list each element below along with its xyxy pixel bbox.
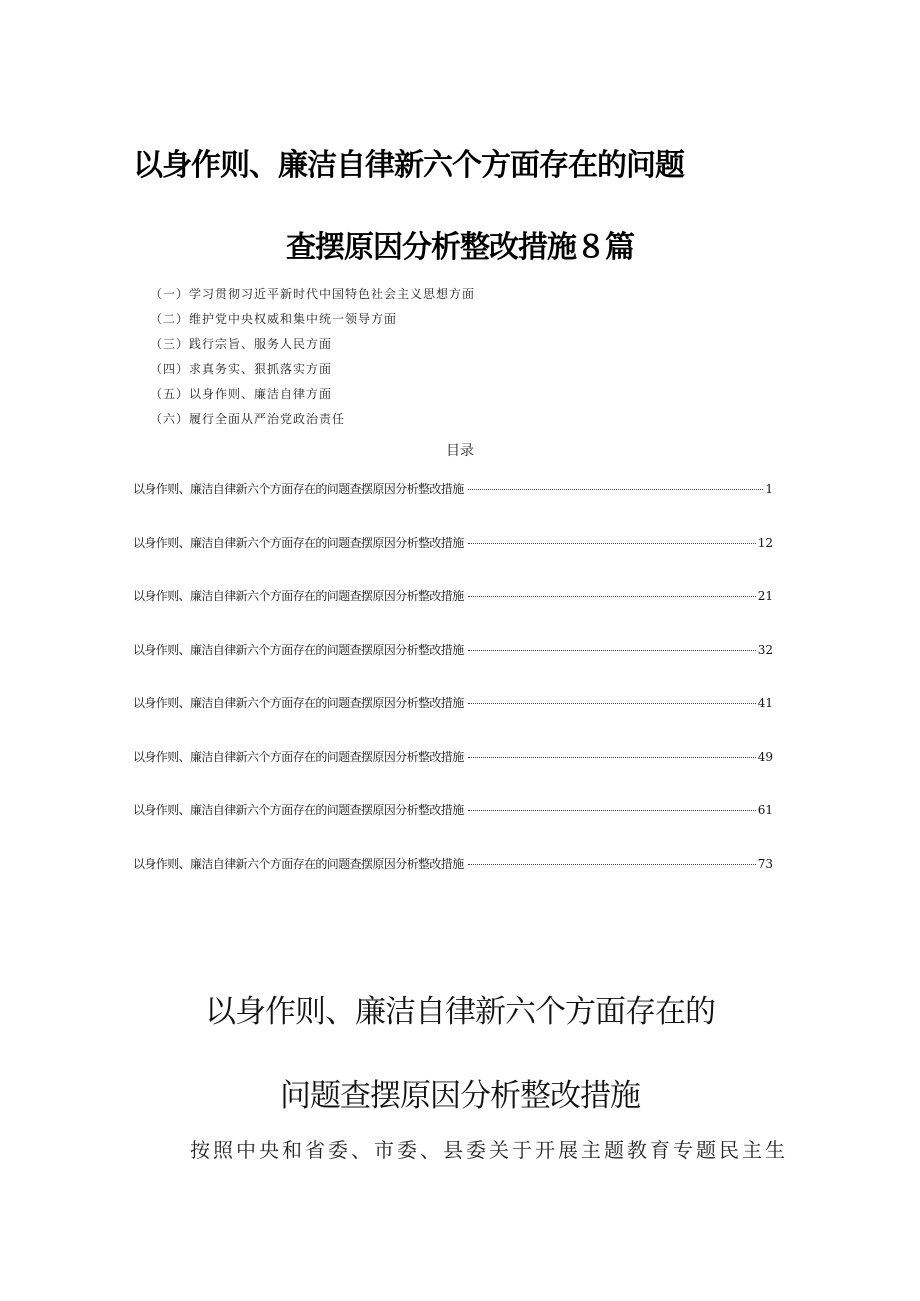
toc-entry-title: 以身作则、廉洁自律新六个方面存在的问题查摆原因分析整改措施 bbox=[133, 749, 464, 764]
toc-dot-leader bbox=[468, 864, 756, 865]
aspect-item: （三）践行宗旨、服务人民方面 bbox=[150, 337, 333, 351]
document-title-line-1: 以身作则、廉洁自律新六个方面存在的问题 bbox=[133, 148, 684, 183]
toc-entry[interactable] bbox=[133, 694, 773, 748]
aspect-list bbox=[150, 286, 475, 436]
toc-page-number: 1 bbox=[765, 482, 773, 496]
toc-entry[interactable] bbox=[133, 748, 773, 802]
table-of-contents bbox=[133, 480, 773, 908]
aspect-item: （四）求真务实、狠抓落实方面 bbox=[150, 362, 333, 376]
toc-heading: 目录 bbox=[446, 443, 474, 459]
toc-page-number: 41 bbox=[757, 696, 773, 710]
toc-dot-leader bbox=[468, 703, 756, 704]
toc-entry[interactable] bbox=[133, 855, 773, 909]
toc-entry-title: 以身作则、廉洁自律新六个方面存在的问题查摆原因分析整改措施 bbox=[133, 535, 464, 550]
toc-dot-leader bbox=[468, 757, 756, 758]
toc-page-number: 49 bbox=[757, 749, 773, 764]
toc-dot-leader bbox=[468, 489, 764, 490]
section-title-line-2: 问题查摆原因分析整改措施 bbox=[280, 1078, 640, 1114]
toc-page-number: 12 bbox=[757, 535, 773, 550]
toc-entry-title: 以身作则、廉洁自律新六个方面存在的问题查摆原因分析整改措施 bbox=[133, 696, 464, 710]
toc-entry-title: 以身作则、廉洁自律新六个方面存在的问题查摆原因分析整改措施 bbox=[133, 856, 464, 871]
toc-entry-title: 以身作则、廉洁自律新六个方面存在的问题查摆原因分析整改措施 bbox=[133, 589, 464, 603]
section-title-line-1: 以身作则、廉洁自律新六个方面存在的 bbox=[205, 994, 715, 1030]
toc-dot-leader bbox=[468, 596, 756, 597]
toc-dot-leader bbox=[468, 650, 756, 651]
toc-entry-title: 以身作则、廉洁自律新六个方面存在的问题查摆原因分析整改措施 bbox=[133, 642, 464, 657]
aspect-item: （五）以身作则、廉洁自律方面 bbox=[150, 387, 333, 401]
toc-dot-leader bbox=[468, 810, 756, 811]
toc-entry[interactable] bbox=[133, 587, 773, 641]
toc-entry[interactable] bbox=[133, 801, 773, 855]
toc-entry-title: 以身作则、廉洁自律新六个方面存在的问题查摆原因分析整改措施 bbox=[133, 803, 464, 817]
toc-page-number: 32 bbox=[757, 642, 773, 657]
aspect-item: （一）学习贯彻习近平新时代中国特色社会主义思想方面 bbox=[150, 287, 476, 301]
toc-entry[interactable] bbox=[133, 534, 773, 588]
toc-page-number: 73 bbox=[757, 856, 773, 871]
toc-entry[interactable] bbox=[133, 480, 773, 534]
body-paragraph-first-line: 按照中央和省委、市委、县委关于开展主题教育专题民主生 bbox=[190, 1138, 788, 1162]
document-title-line-2: 查摆原因分析整改措施８篇 bbox=[286, 230, 634, 265]
toc-page-number: 21 bbox=[757, 589, 773, 603]
toc-page-number: 61 bbox=[757, 803, 773, 817]
toc-entry-title: 以身作则、廉洁自律新六个方面存在的问题查摆原因分析整改措施 bbox=[133, 482, 464, 496]
toc-entry[interactable] bbox=[133, 641, 773, 695]
aspect-item: （六）履行全面从严治党政治责任 bbox=[150, 412, 346, 426]
toc-dot-leader bbox=[468, 543, 756, 544]
aspect-item: （二）维护党中央权威和集中统一领导方面 bbox=[150, 312, 398, 326]
